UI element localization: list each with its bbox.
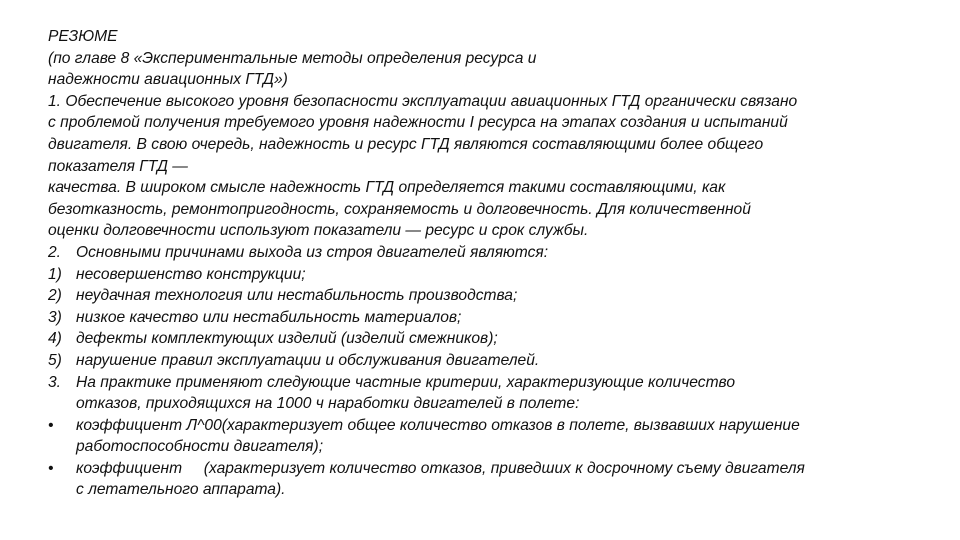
list-item-text: неудачная технология или нестабильность производства; bbox=[76, 287, 518, 305]
list-marker: 3. bbox=[48, 373, 62, 391]
list-item-text: несовершенство конструкции; bbox=[76, 265, 306, 283]
list-item-text: нарушение правил эксплуатации и обслуживания двигателей. bbox=[76, 351, 540, 369]
list-marker: 2) bbox=[48, 287, 62, 305]
list-item-text: отказов, приходящихся на 1000 ч наработки двигателей в полете: bbox=[76, 395, 580, 413]
list-item-text: коэффициент (характеризует количество отказов, приведших к досрочному съему двигателя bbox=[76, 459, 805, 477]
summary-subtitle-line-1: (по главе 8 «Экспериментальные методы определения ресурса и bbox=[48, 49, 537, 67]
intro-paragraph bbox=[48, 91, 920, 242]
list-item-causes-heading bbox=[48, 242, 920, 264]
list-marker: 2. bbox=[48, 243, 62, 261]
list-item-text: Основными причинами выхода из строя двигателей являются: bbox=[76, 243, 549, 261]
list-item-cause-1 bbox=[48, 264, 920, 286]
intro-line: 1. Обеспечение высокого уровня безопасности эксплуатации авиационных ГТД органически связано bbox=[48, 92, 798, 110]
list-item-cause-3 bbox=[48, 307, 920, 329]
intro-line: качества. В широком смысле надежность ГТД определяется такими составляющими, как bbox=[48, 179, 726, 197]
list-item-cause-5 bbox=[48, 350, 920, 372]
bullet-item-coefficient-1 bbox=[48, 415, 920, 458]
intro-line: оценки долговечности используют показатели — ресурс и срок службы. bbox=[48, 222, 589, 240]
list-item-text: с летательного аппарата). bbox=[76, 481, 286, 499]
intro-line: показателя ГТД — bbox=[48, 157, 188, 175]
numbered-list bbox=[48, 242, 920, 501]
list-item-text: низкое качество или нестабильность материалов; bbox=[76, 308, 462, 326]
list-marker: 1) bbox=[48, 265, 62, 283]
bullet-icon: • bbox=[48, 459, 54, 477]
list-item-text: дефекты комплектующих изделий (изделий смежников); bbox=[76, 330, 498, 348]
intro-line: двигателя. В свою очередь, надежность и ресурс ГТД являются составляющими более общего bbox=[48, 135, 764, 153]
list-item-cause-4 bbox=[48, 328, 920, 350]
list-marker: 4) bbox=[48, 330, 62, 348]
intro-line: безотказность, ремонтопригодность, сохраняемость и долговечность. Для количественной bbox=[48, 200, 751, 218]
list-marker: 5) bbox=[48, 351, 62, 369]
intro-line: с проблемой получения требуемого уровня надежности I ресурса на этапах создания и испытаний bbox=[48, 114, 788, 132]
list-item-cause-2 bbox=[48, 285, 920, 307]
list-marker: 3) bbox=[48, 308, 62, 326]
list-item-criteria-heading bbox=[48, 372, 920, 415]
bullet-item-coefficient-2 bbox=[48, 458, 920, 501]
list-item-text: работоспособности двигателя); bbox=[76, 438, 324, 456]
list-item-text: На практике применяют следующие частные критерии, характеризующие количество bbox=[76, 373, 736, 391]
summary-subtitle-line-2: надежности авиационных ГТД») bbox=[48, 71, 288, 89]
summary-title: РЕЗЮМЕ bbox=[48, 28, 118, 45]
bullet-icon: • bbox=[48, 416, 54, 434]
list-item-text: коэффициент Л^00(характеризует общее количество отказов в полете, вызвавших нарушение bbox=[76, 416, 800, 434]
